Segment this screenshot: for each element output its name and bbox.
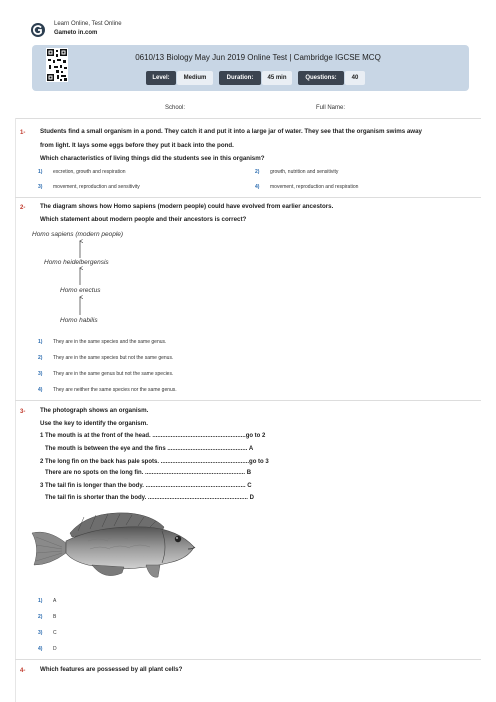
level-value: Medium: [177, 71, 213, 85]
answer-option[interactable]: A: [53, 598, 57, 604]
answer-option[interactable]: growth, nutrition and sensitivity: [270, 169, 339, 175]
questions-label: Questions:: [298, 71, 344, 85]
option-number: 1): [38, 598, 43, 604]
question-text: Which features are possessed by all plant cells?: [40, 666, 183, 673]
divider: [15, 659, 481, 660]
species-label: Homo erectus: [60, 287, 101, 294]
answer-option[interactable]: movement, reproduction and respiration: [270, 184, 359, 190]
species-label: Homo heidelbergensis: [44, 259, 109, 266]
test-title: 0610/13 Biology May Jun 2019 Online Test | Cambridge IGCSE MCQ: [135, 53, 381, 62]
brand-site[interactable]: Gameto in.com: [54, 30, 98, 36]
question-text: Which characteristics of living things did the students see in this organism?: [40, 155, 265, 162]
question-text: from light. It lays some eggs before they put it back into the pond.: [40, 142, 234, 149]
question-number: 3-: [20, 409, 26, 415]
key-line: There are no spots on the long fin. ............................................................ B: [40, 470, 252, 476]
key-line: The tail fin is shorter than the body. ............................................................ D: [40, 495, 254, 501]
key-line: 2 The long fin on the back has pale spots. .....................................................go to 3: [40, 459, 269, 465]
divider: [15, 118, 481, 119]
option-number: 1): [38, 169, 43, 175]
option-number: 4): [38, 646, 43, 652]
option-number: 4): [255, 184, 260, 190]
option-number: 4): [38, 387, 43, 393]
question-text: Which statement about modern people and their ancestors is correct?: [40, 216, 247, 223]
option-number: 3): [38, 184, 43, 190]
answer-option[interactable]: D: [53, 646, 57, 652]
option-number: 3): [38, 371, 43, 377]
divider: [15, 197, 481, 198]
answer-option[interactable]: C: [53, 630, 57, 636]
question-text: Students find a small organism in a pond. They catch it and put it into a large jar of water. They see that the organism swims away: [40, 128, 422, 135]
gametoin-logo-icon: [30, 22, 46, 38]
questions-value: 40: [345, 71, 365, 85]
full-name-field[interactable]: Full Name:: [316, 105, 346, 111]
question-text: The photograph shows an organism.: [40, 407, 149, 414]
level-label: Level:: [146, 71, 176, 85]
question-number: 1-: [20, 130, 26, 136]
question-number: 2-: [20, 205, 26, 211]
key-line: 3 The tail fin is longer than the body. ............................................................ C: [40, 483, 252, 489]
option-number: 2): [38, 355, 43, 361]
answer-option[interactable]: They are in the same species and the same genus.: [53, 339, 167, 345]
answer-option[interactable]: They are in the same genus but not the same species.: [53, 371, 174, 377]
question-text: Use the key to identify the organism.: [40, 420, 148, 427]
option-number: 2): [255, 169, 260, 175]
option-number: 2): [38, 614, 43, 620]
evolution-arrows: [70, 238, 90, 320]
brand-tagline: Learn Online, Test Online: [54, 21, 122, 27]
divider: [15, 400, 481, 401]
question-text: The diagram shows how Homo sapiens (modern people) could have evolved from earlier ancestors.: [40, 203, 334, 210]
option-number: 1): [38, 339, 43, 345]
answer-option[interactable]: excretion, growth and respiration: [53, 169, 126, 175]
answer-option[interactable]: movement, reproduction and sensitivity: [53, 184, 140, 190]
question-number: 4-: [20, 668, 26, 674]
fish-photograph: [28, 507, 200, 585]
species-label: Homo sapiens (modern people): [32, 231, 124, 238]
school-field[interactable]: School:: [165, 105, 186, 111]
key-line: The mouth is between the eye and the fins ................................................ A: [40, 446, 254, 452]
duration-value: 45 min: [262, 71, 292, 85]
duration-label: Duration:: [219, 71, 261, 85]
key-line: 1 The mouth is at the front of the head. ........................................................go to 2: [40, 433, 266, 439]
answer-option[interactable]: They are in the same species but not the same genus.: [53, 355, 174, 361]
species-label: Homo habilis: [60, 317, 98, 324]
answer-option[interactable]: B: [53, 614, 57, 620]
left-rule: [15, 118, 16, 702]
answer-option[interactable]: They are neither the same species nor the same genus.: [53, 387, 177, 393]
option-number: 3): [38, 630, 43, 636]
